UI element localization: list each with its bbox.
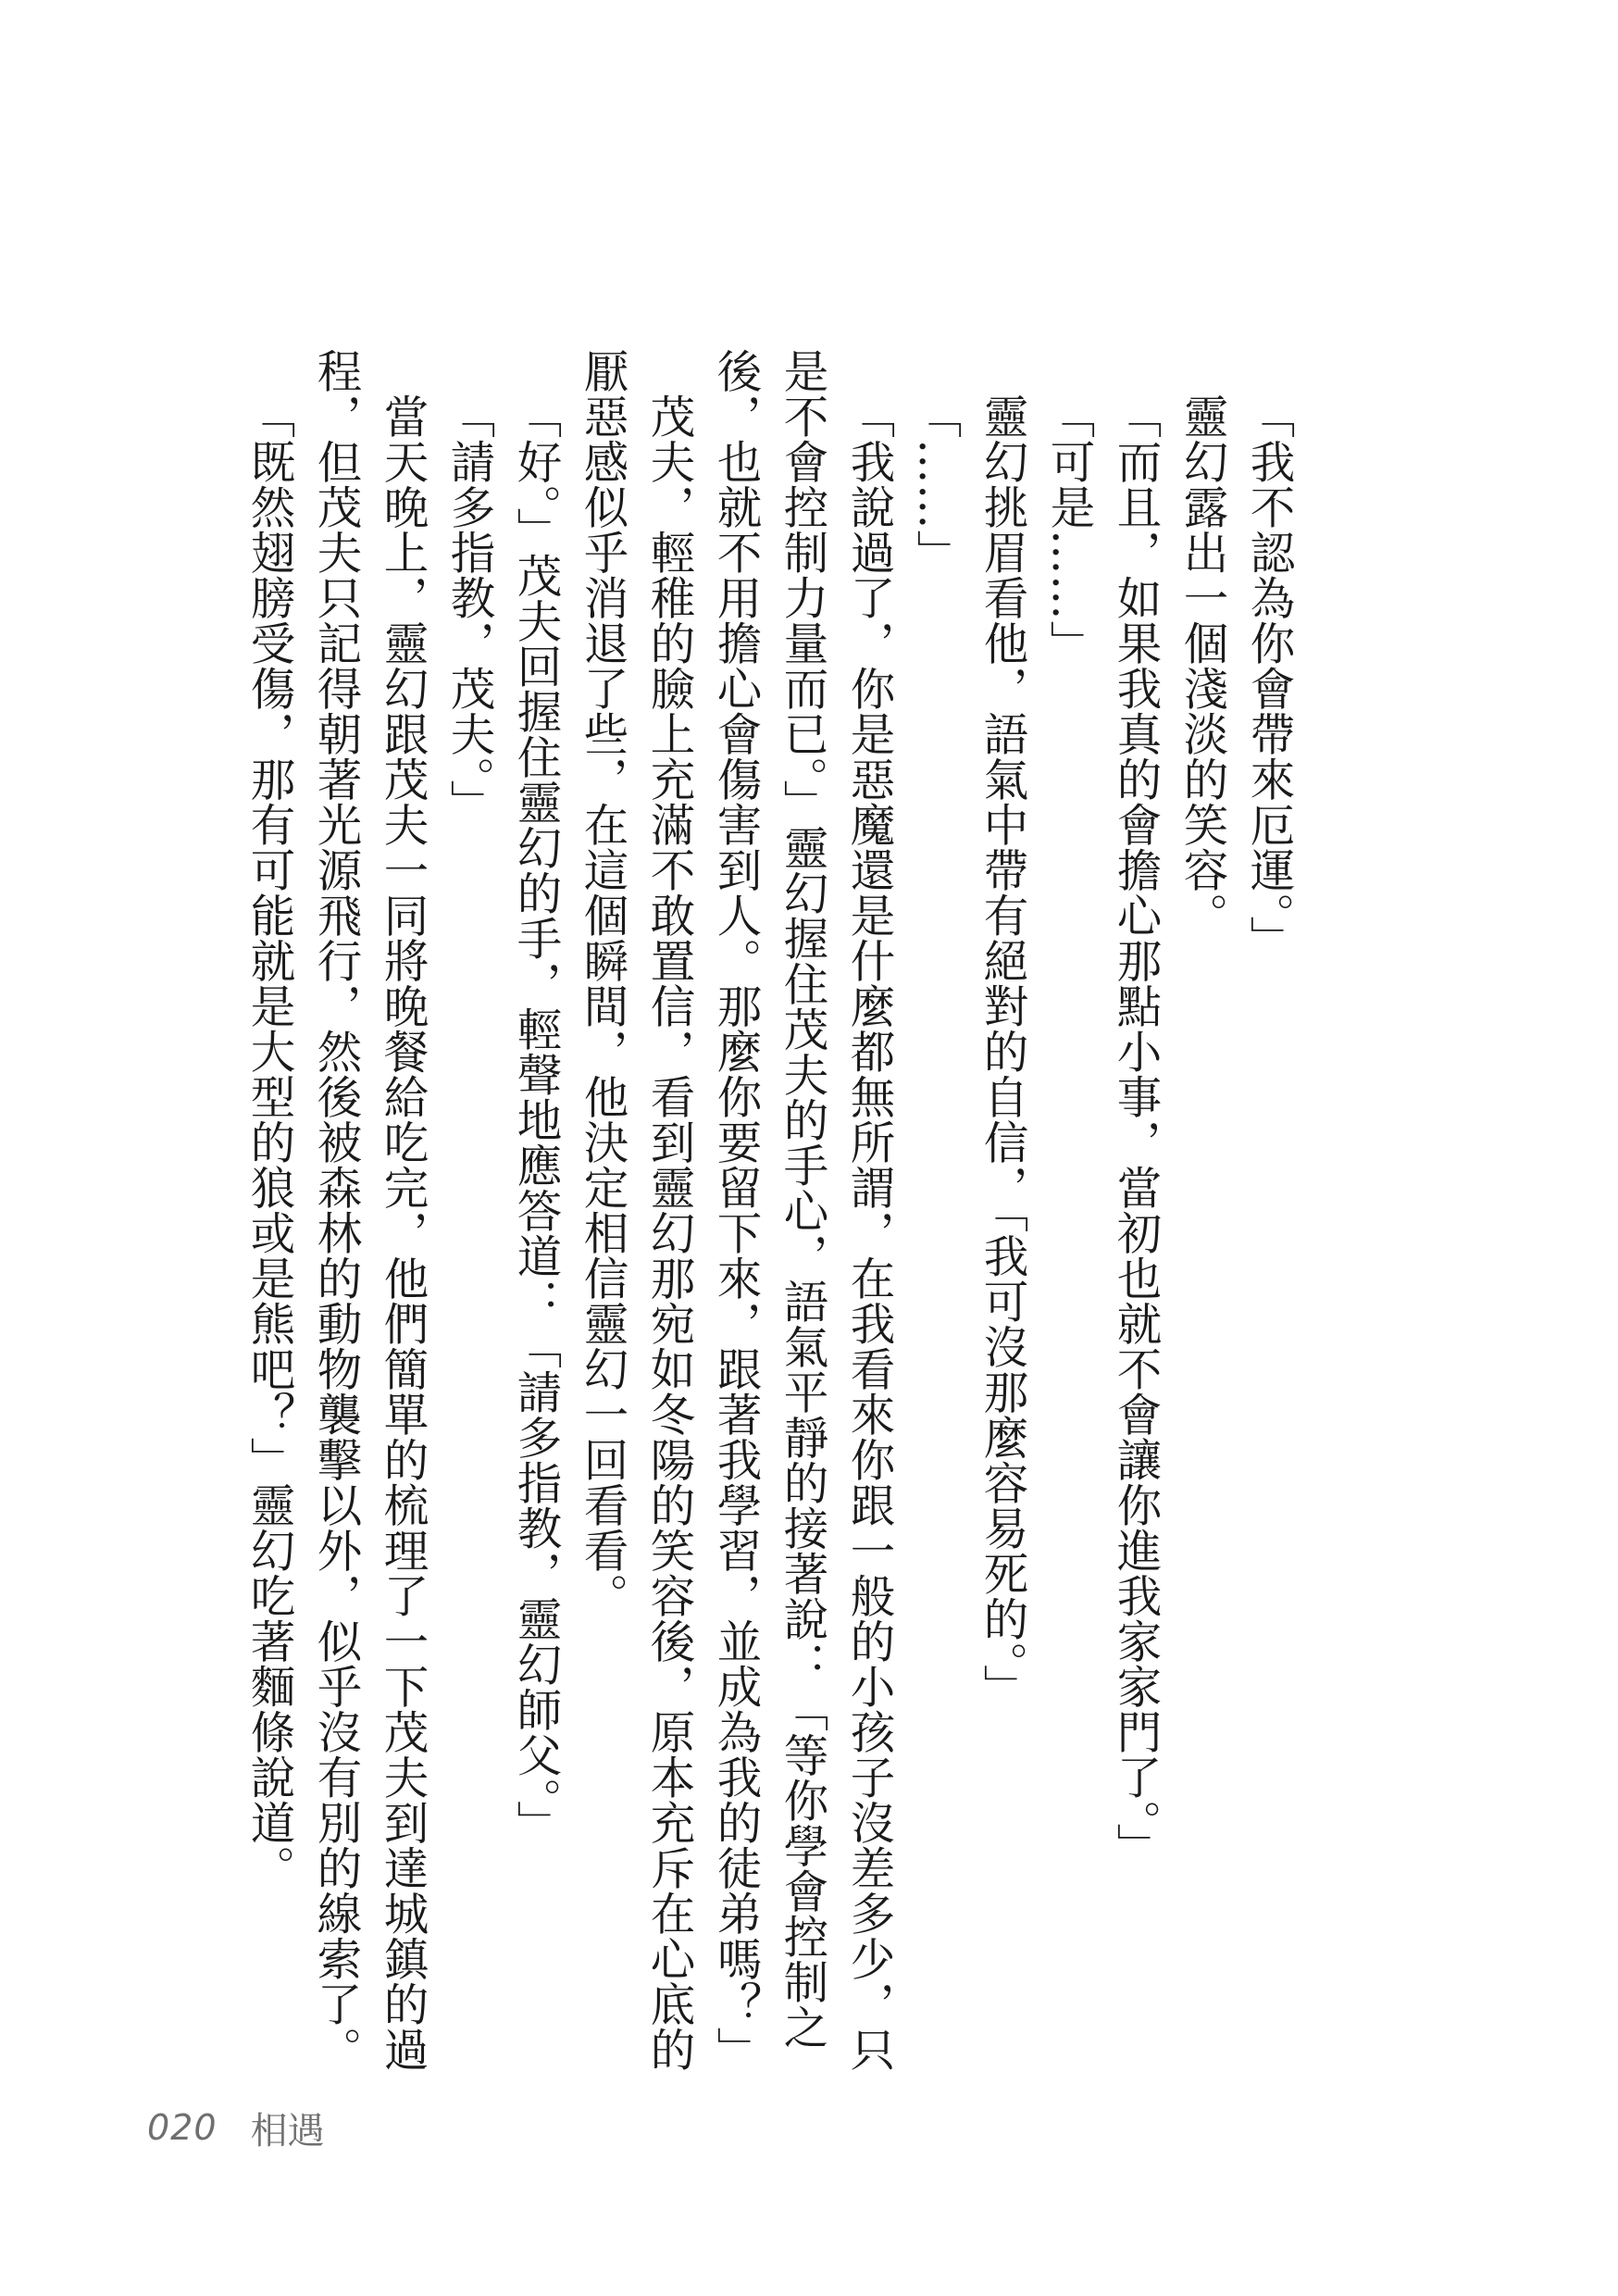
chapter-title: 相遇: [250, 2109, 325, 2152]
paragraph: 「……」: [909, 393, 961, 575]
paragraph: 「我不認為你會帶來厄運。」: [1242, 393, 1294, 961]
paragraph: 「而且，如果我真的會擔心那點小事，當初也就不會讓你進我家家門了。」: [1109, 393, 1161, 1868]
page-footer: [147, 2100, 325, 2155]
paragraph: 靈幻露出一個淺淡的笑容。: [1176, 393, 1227, 938]
paragraph: 當天晚上，靈幻跟茂夫一同將晚餐給吃完，他們簡單的梳理了一下茂夫到達城鎮的過程，但茂夫只記得朝著光源飛行，然後被森林的動物襲擊以外，似乎沒有別的線索了。: [309, 348, 428, 2072]
paragraph: 茂夫，輕稚的臉上充滿不敢置信，看到靈幻那宛如冬陽的笑容後，原本充斥在心底的厭惡感似乎消退了些，在這個瞬間，他決定相信靈幻一回看看。: [576, 348, 694, 2072]
paragraph: 「既然翅膀受傷，那有可能就是大型的狼或是熊吧？」靈幻吃著麵條說道。: [243, 393, 294, 1890]
paragraph: 「好。」茂夫回握住靈幻的手，輕聲地應答道：「請多指教，靈幻師父。」: [509, 393, 561, 1845]
paragraph: 「可是……」: [1042, 393, 1094, 666]
paragraph: 靈幻挑眉看他，語氣中帶有絕對的自信，「我可沒那麼容易死的。」: [976, 393, 1027, 1709]
paragraph: 「請多指教，茂夫。」: [442, 393, 494, 825]
body-text: [235, 348, 1301, 2107]
page-number: 020: [147, 2107, 218, 2148]
paragraph: 「我說過了，你是惡魔還是什麼都無所謂，在我看來你跟一般的小孩子沒差多少，只是不會控制力量而已。」靈幻握住茂夫的手心，語氣平靜的接著說：「等你學會控制之後，也就不用擔心會傷害到人。那麼你要留下來，跟著我學習，並成為我的徒弟嗎？」: [709, 348, 894, 2072]
